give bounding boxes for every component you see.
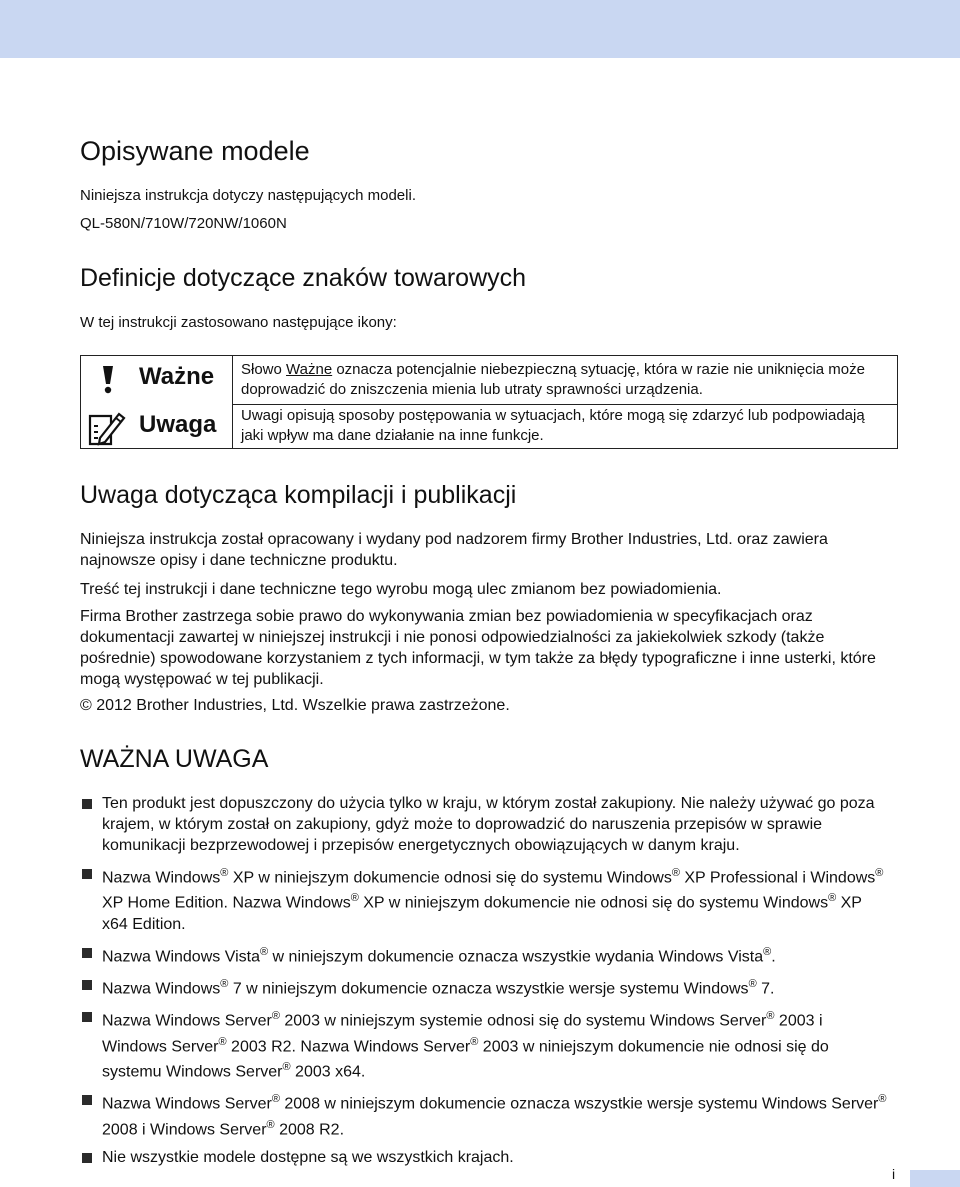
registered-mark: ®: [828, 892, 837, 905]
models-list: QL-580N/710W/720NW/1060N: [80, 215, 287, 232]
copyright-line: © 2012 Brother Industries, Ltd. Wszelkie prawa zastrzeżone.: [80, 697, 510, 714]
bullet-square-icon: [82, 1012, 92, 1022]
list-item: Nazwa Windows® XP w niniejszym dokumencie odnosi się do systemu Windows® XP Professional i Windows® XP Home Edition. Nazwa Windows® XP w niniejszym dokumencie nie odnosi się do systemu Windows® XP x64 Edition.: [80, 863, 890, 935]
page-tab-marker: [910, 1170, 960, 1187]
registered-mark: ®: [271, 1010, 280, 1023]
bullet-square-icon: [82, 799, 92, 809]
important-desc-prefix: Słowo: [241, 361, 287, 378]
note-description: Uwagi opisują sposoby postępowania w sytuacjach, które mogą się zdarzyć lub podpowiadają jaki wpływ ma dane działanie na inne funkcje.: [241, 407, 865, 444]
bullet-square-icon: [82, 1153, 92, 1163]
note-pencil-icon: [87, 408, 127, 451]
registered-mark: ®: [266, 1118, 275, 1131]
list-item: Nazwa Windows Server® 2008 w niniejszym dokumencie oznacza wszystkie wersje systemu Windows Server® 2008 i Windows Server® 2008 R2.: [80, 1089, 890, 1140]
registered-mark: ®: [748, 977, 757, 990]
page-number: i: [892, 1166, 896, 1182]
icon-definitions-table: [80, 355, 898, 449]
bullet-square-icon: [82, 948, 92, 958]
table-divider-horizontal: [232, 404, 897, 405]
registered-mark: ®: [763, 945, 772, 958]
registered-mark: ®: [470, 1035, 479, 1048]
registered-mark: ®: [282, 1060, 291, 1073]
registered-mark: ®: [271, 1093, 280, 1106]
compilation-paragraph-2: Treść tej instrukcji i dane techniczne tego wyrobu mogą ulec zmianom bez powiadomienia.: [80, 581, 722, 598]
section-title-models: Opisywane modele: [80, 136, 310, 166]
bullet-square-icon: [82, 980, 92, 990]
important-desc-keyword: Ważne: [286, 361, 333, 378]
section-title-important-notice: WAŻNA UWAGA: [80, 745, 269, 773]
important-desc-rest: oznacza potencjalnie niebezpieczną sytuację, która w razie nie uniknięcia może doprowadzić do zniszczenia mienia lub utraty sprawności urządzenia.: [241, 361, 865, 398]
bullet-square-icon: [82, 1095, 92, 1105]
section-title-trademarks: Definicje dotyczące znaków towarowych: [80, 264, 527, 292]
section-title-compilation: Uwaga dotycząca kompilacji i publikacji: [80, 481, 517, 509]
table-divider-vertical: [232, 356, 233, 448]
important-label: Ważne: [139, 363, 215, 390]
bullet-square-icon: [82, 869, 92, 879]
registered-mark: ®: [220, 977, 229, 990]
list-item: Nazwa Windows® 7 w niniejszym dokumencie oznacza wszystkie wersje systemu Windows® 7.: [80, 974, 890, 999]
icons-intro: W tej instrukcji zastosowano następujące ikony:: [80, 314, 397, 331]
important-description: [241, 360, 891, 400]
registered-mark: ®: [671, 867, 680, 879]
registered-mark: ®: [878, 1093, 887, 1106]
notice-list: [80, 793, 890, 1175]
list-item: Nazwa Windows Vista® w niniejszym dokumencie oznacza wszystkie wydania Windows Vista®.: [80, 942, 890, 967]
models-intro: Niniejsza instrukcja dotyczy następujących modeli.: [80, 187, 416, 204]
registered-mark: ®: [350, 892, 359, 905]
note-label: Uwaga: [139, 411, 217, 438]
registered-mark: ®: [766, 1010, 775, 1023]
header-band: [0, 0, 960, 58]
compilation-paragraph-3: Firma Brother zastrzega sobie prawo do wykonywania zmian bez powiadomienia w specyfikacjach oraz dokumentacji zawartej w niniejszej instrukcji i nie ponosi odpowiedzialności za jakiekolwiek szkody (także pośrednie) spowodowane korzystaniem z tych informacji, w tym także za błędy typograficzne i inne usterki, które mogą występować w tej publikacji.: [80, 608, 876, 688]
registered-mark: ®: [220, 867, 229, 879]
compilation-paragraph-1: Niniejsza instrukcja został opracowany i wydany pod nadzorem firmy Brother Industries, Ltd. oraz zawiera najnowsze opisy i dane techniczne produktu.: [80, 531, 828, 569]
list-item: Nie wszystkie modele dostępne są we wszystkich krajach.: [80, 1147, 890, 1168]
exclamation-icon: [97, 364, 119, 399]
list-item: Ten produkt jest dopuszczony do użycia tylko w kraju, w którym został zakupiony. Nie należy używać go poza krajem, w którym został on zakupiony, gdyż może to doprowadzić do naruszenia przepisów w sprawie komunikacji bezprzewodowej i przepisów energetycznych obowiązujących w danym kraju.: [80, 793, 890, 856]
registered-mark: ®: [218, 1035, 227, 1048]
registered-mark: ®: [875, 867, 884, 879]
list-item: Nazwa Windows Server® 2003 w niniejszym systemie odnosi się do systemu Windows Server® 2003 i Windows Server® 2003 R2. Nazwa Windows Server® 2003 w niniejszym dokumencie nie odnosi się do systemu Windows Server® 2003 x64.: [80, 1006, 890, 1082]
registered-mark: ®: [259, 945, 269, 958]
